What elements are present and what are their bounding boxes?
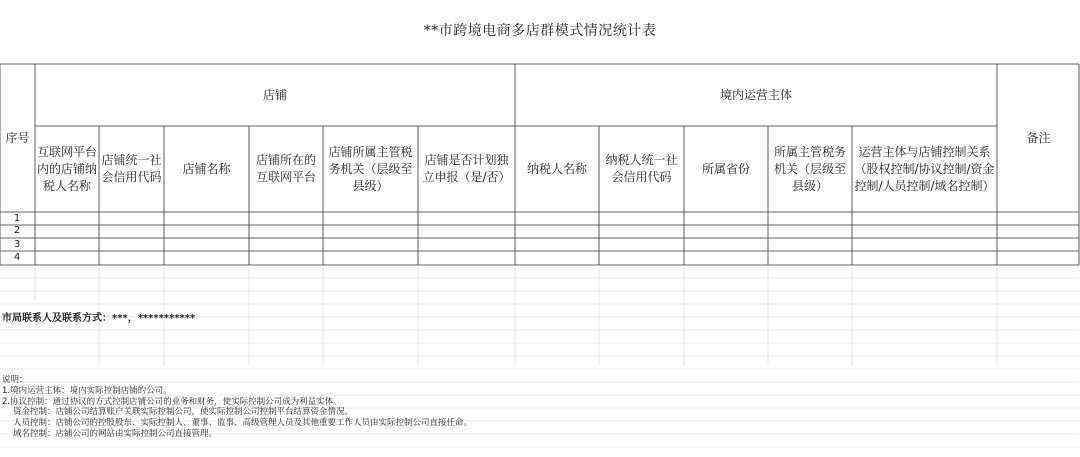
- row-number-4: 4: [13, 252, 21, 263]
- header-entity-control-relation: 运营主体与店铺控制关系（股权控制/协议控制/资金控制/人员控制/域名控制）: [854, 144, 995, 193]
- note-line: 2.协议控制：通过协议的方式控制店铺公司的业务和财务，使实际控制公司成为利益实体。: [2, 396, 342, 407]
- header-store-tax-authority: 店铺所属主管税务机关（层级至县级）: [328, 144, 413, 193]
- contact-info: 市局联系人及联系方式：***，***********: [2, 313, 196, 324]
- header-remarks: 备注: [1026, 130, 1051, 145]
- header-entity-province: 所属省份: [701, 161, 750, 176]
- notes-section: [2, 375, 472, 440]
- header-store-independent-filing: 店铺是否计划独立申报（是/否）: [422, 153, 511, 184]
- note-line: 资金控制：店铺公司结算账户关联实际控制公司，使实际控制公司控制平台结算资金情况。: [13, 407, 354, 418]
- note-line: 域名控制：店铺公司的网站由实际控制公司直接管理。: [13, 428, 218, 439]
- header-entity-group: 境内运营主体: [719, 87, 792, 102]
- header-entity-tax-authority: 所属主管税务机关（层级至县级）: [773, 144, 846, 193]
- row-number-3: 3: [13, 239, 21, 250]
- row-number-1: 1: [13, 213, 21, 224]
- header-entity-taxpayer-name: 纳税人名称: [526, 161, 587, 176]
- note-line: 人员控制：店铺公司的控股股东、实际控制人、董事、监事、高级管理人员及其他重要工作人员由实际控制公司直接任命。: [13, 418, 473, 429]
- header-store-name: 店铺名称: [182, 161, 231, 176]
- header-store-group: 店铺: [262, 87, 287, 102]
- header-store-platform: 店铺所在的互联网平台: [255, 153, 316, 184]
- header-store-credit-code: 店铺统一社会信用代码: [101, 153, 162, 184]
- notes-heading: 说明：: [2, 375, 28, 385]
- header-entity-credit-code: 纳税人统一社会信用代码: [605, 153, 678, 184]
- table-title: **市跨境电商多店群模式情况统计表: [423, 23, 657, 39]
- note-line: 1.境内运营主体：境内实际控制店铺的公司。: [2, 385, 172, 396]
- row-number-2: 2: [13, 225, 21, 236]
- header-seq: 序号: [5, 130, 30, 145]
- header-store-taxpayer-name: 互联网平台内的店铺纳税人名称: [37, 144, 98, 193]
